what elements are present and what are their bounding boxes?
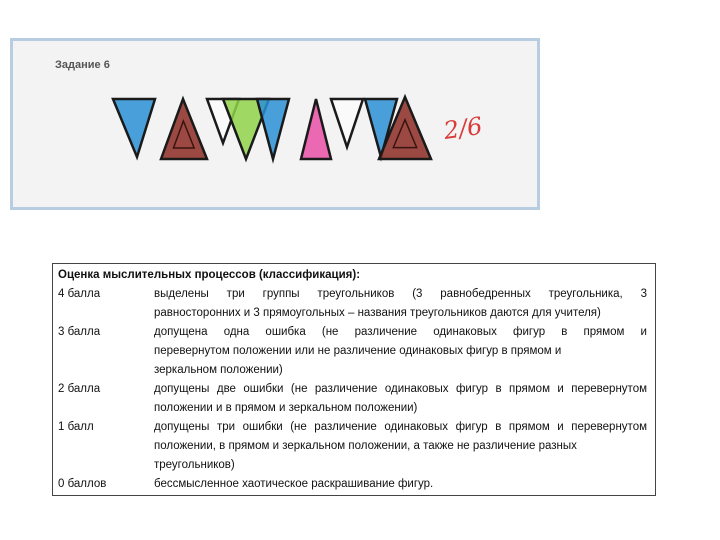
triangle-white xyxy=(331,99,363,147)
triangle-blue xyxy=(113,99,155,157)
triangle-blue xyxy=(257,99,289,159)
triangles-drawing xyxy=(13,41,537,207)
score-label: 4 балла xyxy=(58,288,101,300)
triangle-pink xyxy=(301,99,331,159)
description-line: положении и в прямом и зеркальном положении) xyxy=(154,402,418,414)
score-label: 0 баллов xyxy=(58,478,107,490)
description-line: перевернутом положении или не различение одинаковых фигур в прямом и xyxy=(154,345,562,357)
score-description xyxy=(154,380,655,418)
criteria-row xyxy=(53,418,655,475)
criteria-row xyxy=(53,380,655,418)
criteria-table xyxy=(52,263,656,496)
task-title: Задание 6 xyxy=(55,59,110,71)
description-line: допущены две ошибки (не различение одинаковых фигур в прямом и перевернутом xyxy=(154,383,647,395)
score-description xyxy=(154,475,655,494)
grade-mark: 2/6 xyxy=(441,111,485,145)
criteria-row xyxy=(53,475,655,495)
description-line: выделены три группы треугольников (3 равнобедренных треугольника, 3 xyxy=(154,288,647,300)
criteria-row xyxy=(53,323,655,380)
score-description xyxy=(154,323,655,380)
task-scan-image xyxy=(10,38,540,210)
description-line: равносторонних и 3 прямоугольных – названия треугольников даются для учителя) xyxy=(154,307,601,319)
score-label: 3 балла xyxy=(58,326,101,338)
description-line: бессмысленное хаотическое раскрашивание фигур. xyxy=(154,478,434,490)
triangle-brown xyxy=(161,99,207,159)
criteria-heading: Оценка мыслительных процессов (классификация): xyxy=(58,269,361,281)
criteria-row xyxy=(53,285,655,323)
description-line: треугольников) xyxy=(154,459,235,471)
description-line: допущены три ошибки (не различение одинаковых фигур в прямом и перевернутом xyxy=(154,421,647,433)
score-label: 2 балла xyxy=(58,383,101,395)
score-description xyxy=(154,418,655,475)
description-line: допущена одна ошибка (не различение одинаковых фигур в прямом и xyxy=(154,326,647,338)
score-description xyxy=(154,285,655,323)
description-line: зеркальном положении) xyxy=(154,364,283,376)
description-line: положении, в прямом и зеркальном положении, а также не различение разных xyxy=(154,440,577,452)
score-label: 1 балл xyxy=(58,421,94,433)
